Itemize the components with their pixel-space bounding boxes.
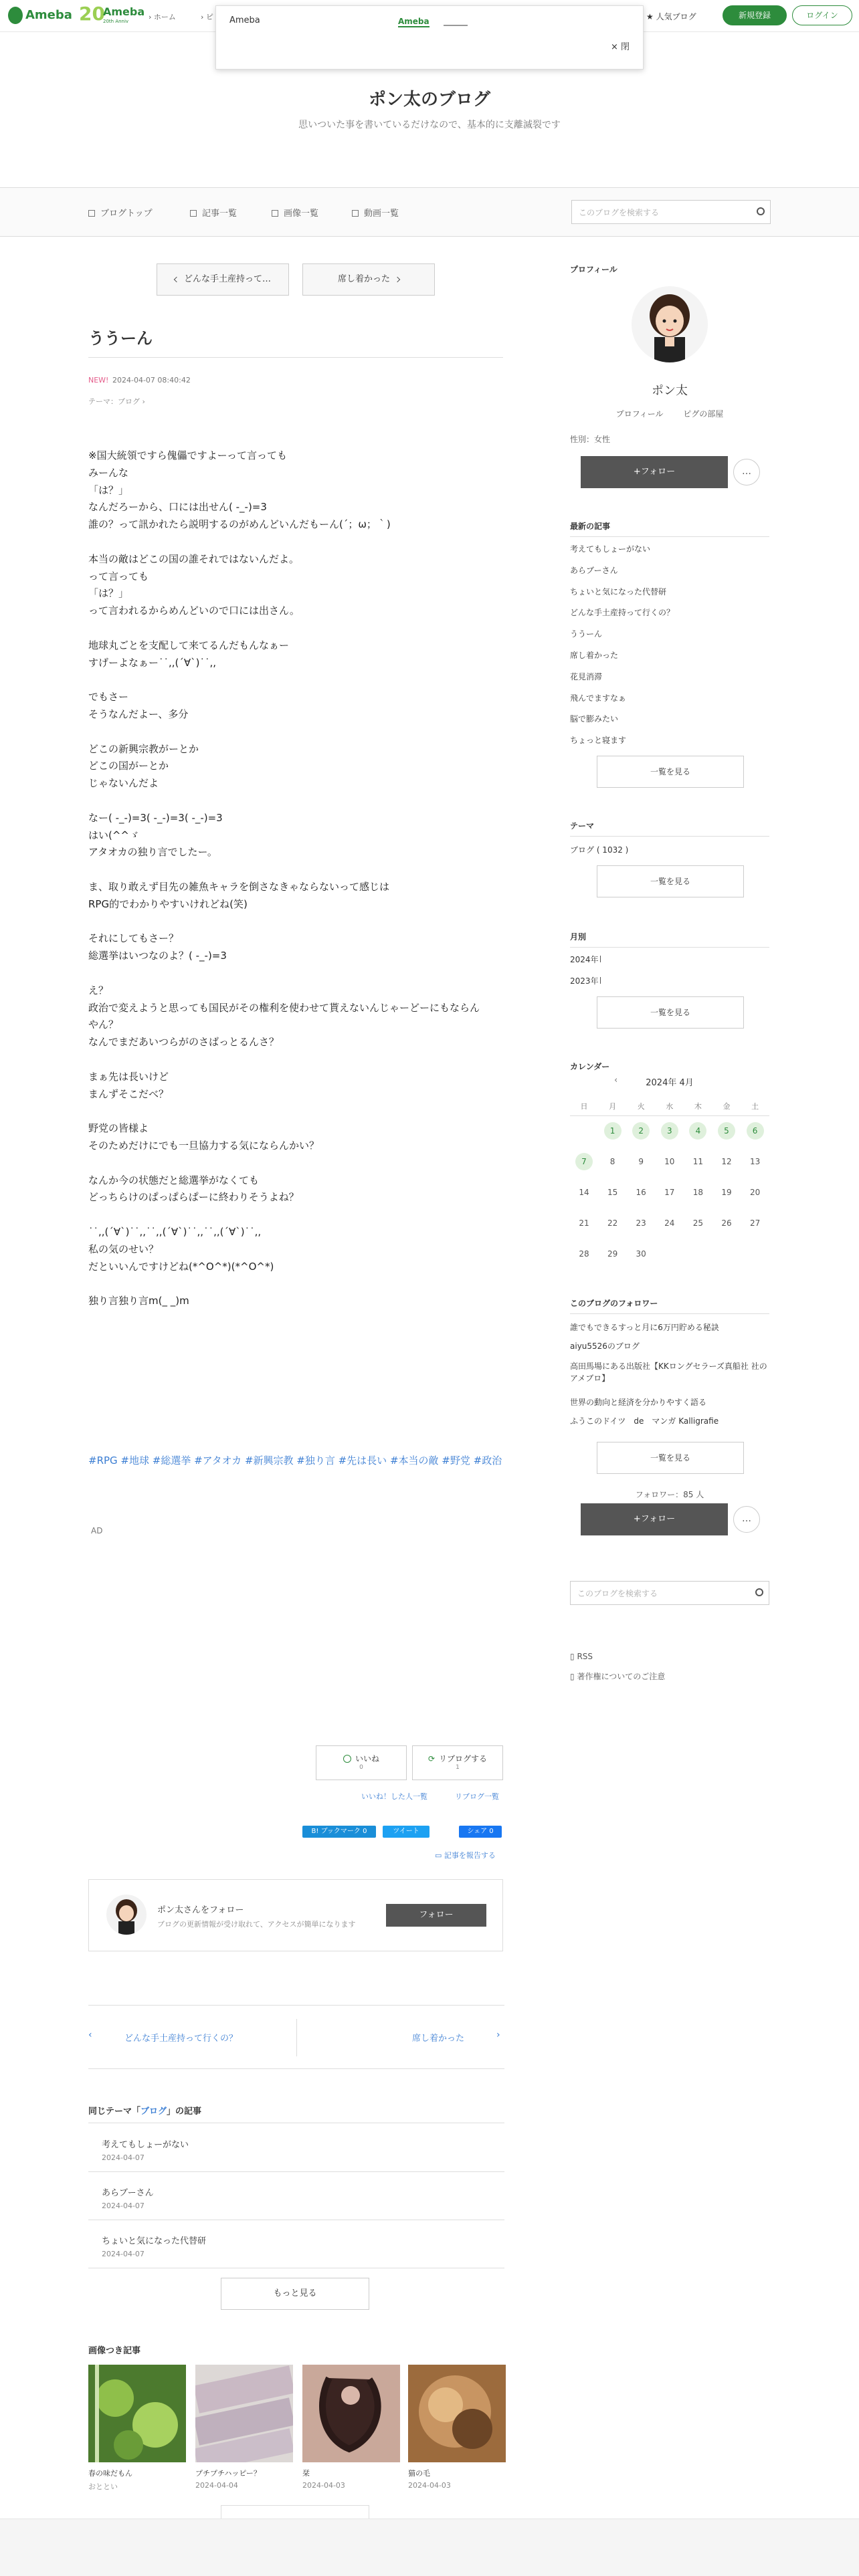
calendar-day-number: 28 [579, 1249, 589, 1259]
calendar-day [712, 1182, 741, 1202]
profile-title: プロフィール [570, 265, 617, 274]
calendar-day[interactable] [570, 1152, 598, 1172]
rss-link[interactable]: ▯ RSS [570, 1652, 593, 1661]
tweet-button[interactable]: ツイート [383, 1826, 430, 1838]
calendar-day-number: 22 [607, 1218, 618, 1228]
calendar-day-number: 9 [638, 1157, 644, 1166]
calendar-day [684, 1152, 712, 1172]
related-item-title[interactable]: あらブーさん [102, 2188, 154, 2198]
article-body-line: なんか今の状態だと総選挙がなくても [88, 1174, 260, 1186]
calendar-day-number: 30 [636, 1249, 646, 1259]
blog-description: 思いついた事を書いているだけなので、基本的に支離滅裂です [298, 120, 561, 130]
article-body-line: なんでまだあいつらがのさばっとるんさ？ [88, 1036, 280, 1049]
theme-item[interactable]: ブログ ( 1032 ) [570, 845, 629, 855]
calendar-day [570, 1182, 598, 1202]
calendar-day [627, 1244, 655, 1264]
ameba-logo-text[interactable]: Ameba [25, 8, 72, 22]
like-count: 0 [359, 1764, 363, 1771]
calendar-title: カレンダー [570, 1062, 610, 1071]
calendar-day [684, 1182, 712, 1202]
calendar-day [570, 1213, 598, 1233]
recent-article-link[interactable]: ちょっと寝ます [570, 736, 627, 746]
calendar-divider [570, 1115, 769, 1116]
calendar-day-number: 24 [664, 1218, 675, 1228]
follower-blog-link[interactable]: 世界の動向と経済を分かりやすく語る [570, 1398, 707, 1407]
reblog-button[interactable]: ⟳ リブログする 1 [412, 1745, 503, 1780]
chevron-left-icon[interactable]: ‹ [88, 2030, 92, 2040]
calendar-day [627, 1213, 655, 1233]
article-body-line: ※国大統領ですら傀儡ですよーって言っても [88, 449, 287, 461]
calendar-day-number: 10 [664, 1157, 675, 1166]
nav-image-list[interactable]: 画像一覧 [272, 206, 318, 219]
thumb-date: おととい [88, 2482, 118, 2491]
article-body-line: それにしてもさー？ [88, 932, 179, 945]
calendar-day-number: 15 [607, 1188, 618, 1197]
profile-links [570, 408, 769, 419]
thumbnail-image[interactable] [88, 2365, 186, 2462]
article-body-line: 地球丸ごとを支配して来てるんだもんなぁー [88, 639, 290, 651]
calendar-day-number: 14 [579, 1188, 589, 1197]
rss-icon: ▯ [570, 1652, 575, 1661]
recent-article-link[interactable]: あらブーさん [570, 565, 618, 575]
calendar-day-number: 4 [689, 1122, 706, 1140]
article-body-line: まぁ先は長いけど [88, 1070, 169, 1083]
article-body-line: でもさー [88, 691, 129, 704]
recent-article-link[interactable]: 席し着かった [570, 651, 619, 660]
thumbnail-image[interactable] [302, 2365, 400, 2462]
article-body-line: 独り言独り言m(_ _)m [88, 1295, 189, 1307]
thumb-title[interactable]: 春の味だもん [88, 2469, 132, 2478]
breadcrumb-home[interactable]: › ホーム [149, 13, 176, 21]
calendar-day-number: 26 [721, 1218, 732, 1228]
sidebar-search-input[interactable]: このブログを検索する [570, 1581, 769, 1605]
monthly-divider [570, 947, 769, 948]
anniversary-sub: 20th Anniv [103, 19, 129, 24]
article-body-line: 本当の敵はどこの国の誰それではないんだよ。 [88, 552, 300, 565]
calendar-day [599, 1182, 627, 1202]
profile-link[interactable]: プロフィール [615, 409, 664, 419]
article-date: 2024-04-07 08:40:42 [112, 376, 191, 385]
follower-count: フォロワー：85 人 [635, 1490, 704, 1499]
search-icon[interactable] [755, 1588, 763, 1596]
profile-avatar[interactable] [632, 286, 708, 362]
related-item-date: 2024-04-07 [102, 2153, 145, 2162]
register-button[interactable]: 新規登録 [723, 5, 787, 25]
popular-blog-link[interactable]: ★ 人気ブログ [646, 12, 696, 21]
calendar-weekday: 水 [666, 1102, 674, 1111]
calendar-day [741, 1152, 769, 1172]
followers-see-all-button[interactable]: 一覧を見る [597, 1442, 744, 1474]
article-body-line: そのためだけにでも一旦協力する気にならんかい？ [88, 1140, 320, 1152]
reblog-icon: ⟳ [427, 1754, 436, 1763]
calendar-weekday: 月 [609, 1102, 617, 1111]
recent-title: 最新の記事 [570, 522, 611, 531]
related-item[interactable] [88, 2220, 504, 2268]
calendar-day-number: 29 [607, 1249, 618, 1259]
recent-article-link[interactable]: 飛んでますなぁ [570, 693, 627, 703]
article-navigation [88, 2005, 504, 2069]
article-body-line: 私の気のせい？ [88, 1243, 159, 1255]
calendar-day-number: 12 [721, 1157, 732, 1166]
calendar-day [599, 1152, 627, 1172]
article-body-line: 「は？」 [88, 587, 129, 600]
article-body-line: って言われるからめんどいので口には出さん。 [88, 605, 300, 617]
calendar-day-number: 17 [664, 1188, 675, 1197]
nav-blog-top[interactable]: ブログトップ [88, 206, 153, 219]
popup-brand-link[interactable]: Ameba [398, 17, 430, 26]
calendar-weekday: 木 [694, 1102, 702, 1111]
like-list-link[interactable]: いいね！した人一覧 [361, 1792, 427, 1801]
images-title: 画像つき記事 [88, 2346, 141, 2356]
related-item-date: 2024-04-07 [102, 2250, 145, 2258]
image-icon [272, 210, 278, 217]
thumb-date: 2024-04-03 [408, 2481, 451, 2490]
theme-title: テーマ [570, 821, 595, 831]
sidebar-follow-button[interactable]: +フォロー [581, 456, 728, 488]
followers-title: このブログのフォロワー [570, 1299, 658, 1308]
calendar-weekday: 日 [580, 1102, 588, 1111]
pigg-room-link[interactable]: ピグの部屋 [683, 409, 724, 419]
article-body-line: そうなんだよー、多分 [88, 708, 189, 720]
calendar-day-number: 21 [579, 1218, 589, 1228]
video-icon [352, 210, 359, 217]
chevron-left-icon [174, 277, 179, 282]
article-body-line: やん？ [88, 1018, 119, 1031]
nav-video-list[interactable]: 動画一覧 [352, 206, 399, 219]
hatena-bookmark-button[interactable]: B! ブックマーク 0 [302, 1826, 376, 1838]
recent-article-link[interactable]: 脳で膨みたい [570, 714, 619, 724]
article-body-line: 「は？」 [88, 484, 129, 496]
article-body-line: だといいんですけどね(*^O^*)(*^O^*) [88, 1260, 274, 1273]
calendar-day[interactable] [627, 1121, 655, 1141]
follow-box-name: ポン太さんをフォロー [157, 1905, 244, 1915]
related-item[interactable] [88, 2172, 504, 2220]
calendar-day-number: 13 [749, 1157, 761, 1166]
calendar-day [741, 1182, 769, 1202]
calendar-day-number: 18 [692, 1188, 704, 1197]
calendar-day-number: 5 [718, 1122, 735, 1140]
article-body-line: アタオカの独り言でしたー。 [88, 846, 217, 859]
thumb-date: 2024-04-04 [195, 2481, 238, 2490]
chevron-right-icon [395, 277, 400, 282]
chevron-right-icon[interactable]: › [496, 2030, 500, 2040]
article-body-line: まんずそこだべ？ [88, 1087, 169, 1100]
article-body-line: 野党の皆様よ [88, 1122, 149, 1135]
calendar-day[interactable] [656, 1121, 684, 1141]
login-button[interactable]: ログイン [792, 5, 852, 25]
ad-label: AD [91, 1526, 103, 1535]
calendar-day [712, 1152, 741, 1172]
article-body-line: 政治で変えようと思っても国民がその権利を使わせて貰えないんじゃーどーにもならん [88, 1001, 480, 1014]
ameba-logo-icon[interactable] [8, 7, 23, 24]
article-body-line: ま、取り敢えず目先の雑魚キャラを倒さなきゃならないって感じは [88, 881, 390, 893]
article-body-line: すげーよなぁー˙˙,,(´∀`)˙˙,, [88, 656, 217, 669]
nav-article-list[interactable]: 記事一覧 [190, 206, 237, 219]
recent-article-link[interactable]: ううーん [570, 629, 603, 639]
new-badge: NEW! [88, 376, 109, 385]
popup-title: Ameba [229, 15, 260, 25]
profile-gender: 性別：女性 [570, 435, 611, 444]
follower-blog-link[interactable]: aiyu5526のブログ [570, 1341, 640, 1351]
more-button[interactable]: もっと見る [221, 2278, 369, 2310]
sidebar-follow-button-2[interactable]: +フォロー [581, 1503, 728, 1535]
article-body-line: はい(^^ゞ [88, 829, 139, 841]
thumb-title[interactable]: プチプチハッピー？ [195, 2469, 261, 2478]
article-body-line: 総選挙はいつなのよ？( -_-)=3 [88, 950, 227, 962]
follow-box [88, 1879, 503, 1951]
blog-search-input[interactable]: このブログを検索する [571, 200, 771, 224]
article-body-line: ˙˙,,(´∀`)˙˙,,˙˙,,(´∀`)˙˙,,˙˙,,(´∀`)˙˙,, [88, 1226, 262, 1238]
calendar-day-number: 2 [632, 1122, 650, 1140]
calendar-day-number: 11 [692, 1157, 704, 1166]
follow-box-desc: ブログの更新情報が受け取れて、アクセスが簡単になります [157, 1920, 356, 1929]
next-article-button[interactable]: 席し着かった [302, 263, 435, 296]
calendar-day [741, 1213, 769, 1233]
calendar-day[interactable] [712, 1121, 741, 1141]
calendar-day-number: 1 [604, 1122, 622, 1140]
calendar-day-number: 27 [749, 1218, 761, 1228]
calendar-day [656, 1152, 684, 1172]
calendar-day-number: 7 [575, 1153, 593, 1170]
search-icon[interactable] [757, 207, 765, 215]
calendar-day-number: 6 [747, 1122, 764, 1140]
follower-blog-link[interactable]: ふうこのドイツ de マンガ Kalligrafie [570, 1416, 719, 1426]
avatar[interactable] [106, 1895, 147, 1935]
speech-icon: ▭ [435, 1851, 442, 1860]
calendar-day [599, 1213, 627, 1233]
calendar-weekday: 火 [637, 1102, 645, 1111]
calendar-day [570, 1244, 598, 1264]
calendar-day [656, 1213, 684, 1233]
recent-see-all-button[interactable]: 一覧を見る [597, 756, 744, 788]
bottom-bar [0, 2518, 859, 2576]
article-body-line: え？ [88, 984, 109, 996]
article-title[interactable]: ううーん [88, 329, 153, 348]
more-menu-button[interactable]: … [733, 459, 760, 486]
article-body-line: どこの国がーとか [88, 760, 169, 772]
calendar-day [627, 1152, 655, 1172]
thumb-title[interactable]: 猫の毛 [408, 2469, 430, 2478]
popup-close-button[interactable]: × 閉 [611, 42, 630, 52]
facebook-share-button[interactable]: シェア 0 [459, 1826, 502, 1838]
article-body-line: どこの新興宗教がーとか [88, 742, 199, 755]
breadcrumb-next[interactable]: › ピ [201, 13, 213, 21]
blog-nav [0, 187, 859, 237]
article-body-line: なー( -_-)=3( -_-)=3( -_-)=3 [88, 811, 223, 824]
article-body-line: なんだろーから、口には出せん( -_-)=3 [88, 501, 267, 514]
article-body-line: って言っても [88, 570, 149, 582]
calendar-weekday: 金 [723, 1102, 731, 1111]
calendar-day [684, 1213, 712, 1233]
related-item[interactable] [88, 2124, 504, 2172]
calendar-day-number: 25 [692, 1218, 704, 1228]
list-icon [190, 210, 197, 217]
more-menu-button-2[interactable]: … [733, 1506, 760, 1533]
thumb-title[interactable]: 栞 [302, 2469, 310, 2478]
chevron-icon [600, 956, 603, 962]
calendar-day-number: 23 [636, 1218, 646, 1228]
header-popup [215, 5, 644, 70]
prev-article-link[interactable]: どんな手土産持って行くの？ [124, 2034, 238, 2044]
follow-button[interactable]: フォロー [386, 1904, 486, 1927]
blog-title[interactable]: ポン太のブログ [368, 90, 490, 110]
article-body-line: RPG的でわかりやすいけれどね(笑) [88, 897, 248, 910]
month-item[interactable]: 2024年 [570, 954, 603, 965]
related-item-title[interactable]: 考えてもしょーがない [102, 2140, 189, 2150]
calendar-day-number: 16 [636, 1188, 646, 1197]
copyright-icon: ▯ [570, 1672, 575, 1681]
nav-divider [296, 2019, 297, 2056]
theme-see-all-button[interactable]: 一覧を見る [597, 865, 744, 897]
calendar-weekday: 土 [751, 1102, 759, 1111]
title-divider [88, 357, 503, 358]
article-body-line: 誰の？って訊かれたら説明するのがめんどいんだもーん(´；ω；｀) [88, 518, 391, 531]
recent-article-link[interactable]: 考えてもしょーがない [570, 544, 651, 554]
article-body-line: みーんな [88, 466, 129, 479]
article-theme[interactable]: テーマ：ブログ › [88, 397, 145, 406]
calendar-day[interactable] [599, 1121, 627, 1141]
calendar-day-number: 19 [721, 1188, 732, 1197]
followers-divider [570, 1313, 769, 1314]
monthly-title: 月別 [570, 932, 587, 942]
copyright-link[interactable]: ▯ 著作権についてのご注意 [570, 1672, 666, 1681]
related-item-date: 2024-04-07 [102, 2202, 145, 2210]
theme-divider [570, 836, 769, 837]
profile-name: ポン太 [652, 384, 688, 398]
article-body-line: どっちらけのぱっぱらぱーに終わりそうよね？ [88, 1191, 299, 1204]
recent-article-link[interactable]: 花見消滞 [570, 671, 603, 681]
chevron-icon [600, 977, 603, 984]
smile-icon [343, 1755, 351, 1763]
anniversary-brand: Ameba [103, 5, 145, 18]
month-item[interactable]: 2023年 [570, 975, 603, 986]
follower-blog-link[interactable]: 誰でもできるすっと月に6万円貯める秘訣 [570, 1323, 719, 1332]
calendar-day [656, 1182, 684, 1202]
calendar-day[interactable] [684, 1121, 712, 1141]
reblog-count: 1 [456, 1764, 460, 1771]
calendar-month: ‹ 2024年 4月 [614, 1075, 694, 1088]
calendar-day [712, 1213, 741, 1233]
popup-underline [444, 25, 468, 26]
thumb-date: 2024-04-03 [302, 2481, 345, 2490]
follower-blog-link[interactable]: 高田馬場にある出版社【KKロングセラーズ真船社 社の アメブロ】 [570, 1362, 767, 1383]
more-button-partial[interactable] [221, 2505, 369, 2518]
calendar-day-number: 8 [609, 1157, 615, 1166]
calendar-day-number: 3 [661, 1122, 678, 1140]
calendar-day [599, 1244, 627, 1264]
next-article-link[interactable]: 席し着かった [412, 2034, 465, 2044]
related-title: 同じテーマ「ブログ」の記事 [88, 2107, 202, 2117]
related-item-title[interactable]: ちょいと気になった代替研 [102, 2236, 207, 2246]
like-button[interactable]: いいね 0 [316, 1745, 407, 1780]
monthly-see-all-button[interactable]: 一覧を見る [597, 996, 744, 1029]
home-icon [88, 210, 95, 217]
thumbnail-image[interactable] [408, 2365, 506, 2462]
reblog-list-link[interactable]: リブログ一覧 [455, 1792, 499, 1801]
anniversary-number: 20 [79, 3, 105, 25]
calendar-day-number: 20 [749, 1188, 761, 1197]
recent-article-link[interactable]: どんな手土産持って行くの？ [570, 608, 675, 618]
recent-divider [570, 536, 769, 537]
calendar-day [627, 1182, 655, 1202]
article-hashtags[interactable]: #RPG #地球 #総選挙 #アタオカ #新興宗教 #独り言 #先は長い #本当の敵 #野党 #政治 [88, 1455, 502, 1467]
prev-article-button[interactable]: どんな手土産持って… [157, 263, 289, 296]
recent-article-link[interactable]: ちょいと気になった代替研 [570, 586, 667, 597]
report-link[interactable]: ▭ 記事を報告する [435, 1851, 496, 1860]
calendar-prev-icon[interactable]: ‹ [614, 1075, 618, 1085]
calendar-day[interactable] [741, 1121, 769, 1141]
article-body-line: じゃないんだよ [88, 777, 159, 790]
thumbnail-image[interactable] [195, 2365, 293, 2462]
